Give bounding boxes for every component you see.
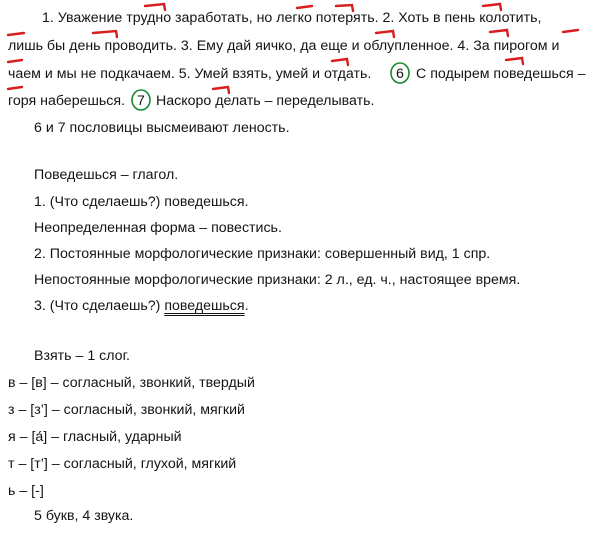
phonetic-row: я – [а́] – гласный, ударный <box>8 429 182 445</box>
proverb-line-3b: С подырем поведешься – <box>416 66 586 82</box>
stress-mark <box>563 30 578 32</box>
morph-step-3-prefix: 3. (Что сделаешь?) <box>34 298 161 314</box>
morph-constant-features: 2. Постоянные морфологические признаки: совершенный вид, 1 спр. <box>34 246 491 262</box>
stress-mark <box>8 60 22 62</box>
phonetic-row: ь – [-] <box>8 483 44 499</box>
morph-step-1: 1. (Что сделаешь?) поведешься. <box>34 194 249 210</box>
proverb-number-7: 7 <box>137 93 145 109</box>
phonetic-summary: 5 букв, 4 звука. <box>34 508 134 524</box>
proverb-line-4a: горя наберешься. <box>8 93 125 109</box>
phonetic-row: з – [з’] – согласный, звонкий, мягкий <box>8 402 245 418</box>
stress-mark <box>506 58 523 64</box>
morph-step-3 <box>34 297 249 315</box>
stress-mark <box>490 30 508 36</box>
phonetic-row: в – [в] – согласный, звонкий, твердый <box>8 375 255 391</box>
phonetic-title: Взять – 1 слог. <box>34 348 130 364</box>
proverb-number-6: 6 <box>396 66 404 82</box>
proverb-line-3a: чаем и мы не подкачаем. 5. Умей взять, умей и отдать. <box>8 66 372 82</box>
morph-infinitive: Неопределенная форма – повестись. <box>34 220 282 236</box>
stress-mark <box>8 87 22 89</box>
stress-mark <box>8 33 24 35</box>
proverb-line-2: лишь бы день проводить. 3. Ему дай яичко, да еще и облупленное. 4. За пирогом и <box>8 38 560 54</box>
morph-variable-features: Непостоянные морфологические признаки: 2 л., ед. ч., настоящее время. <box>34 272 521 288</box>
proverb-line-4b: Наскоро делать – переделывать. <box>156 93 375 109</box>
morph-step-3-suffix: . <box>244 298 249 314</box>
morph-step-3-word: поведешься <box>164 298 245 314</box>
proverb-line-1: 1. Уважение трудно заработать, но легко потерять. 2. Хоть в пень колотить, <box>42 10 542 26</box>
proverbs-conclusion: 6 и 7 пословицы высмеивают леность. <box>34 120 290 136</box>
stress-mark <box>297 6 312 8</box>
morph-title: Поведешься – глагол. <box>34 167 179 183</box>
phonetic-row: т – [т’] – согласный, глухой, мягкий <box>8 456 237 472</box>
